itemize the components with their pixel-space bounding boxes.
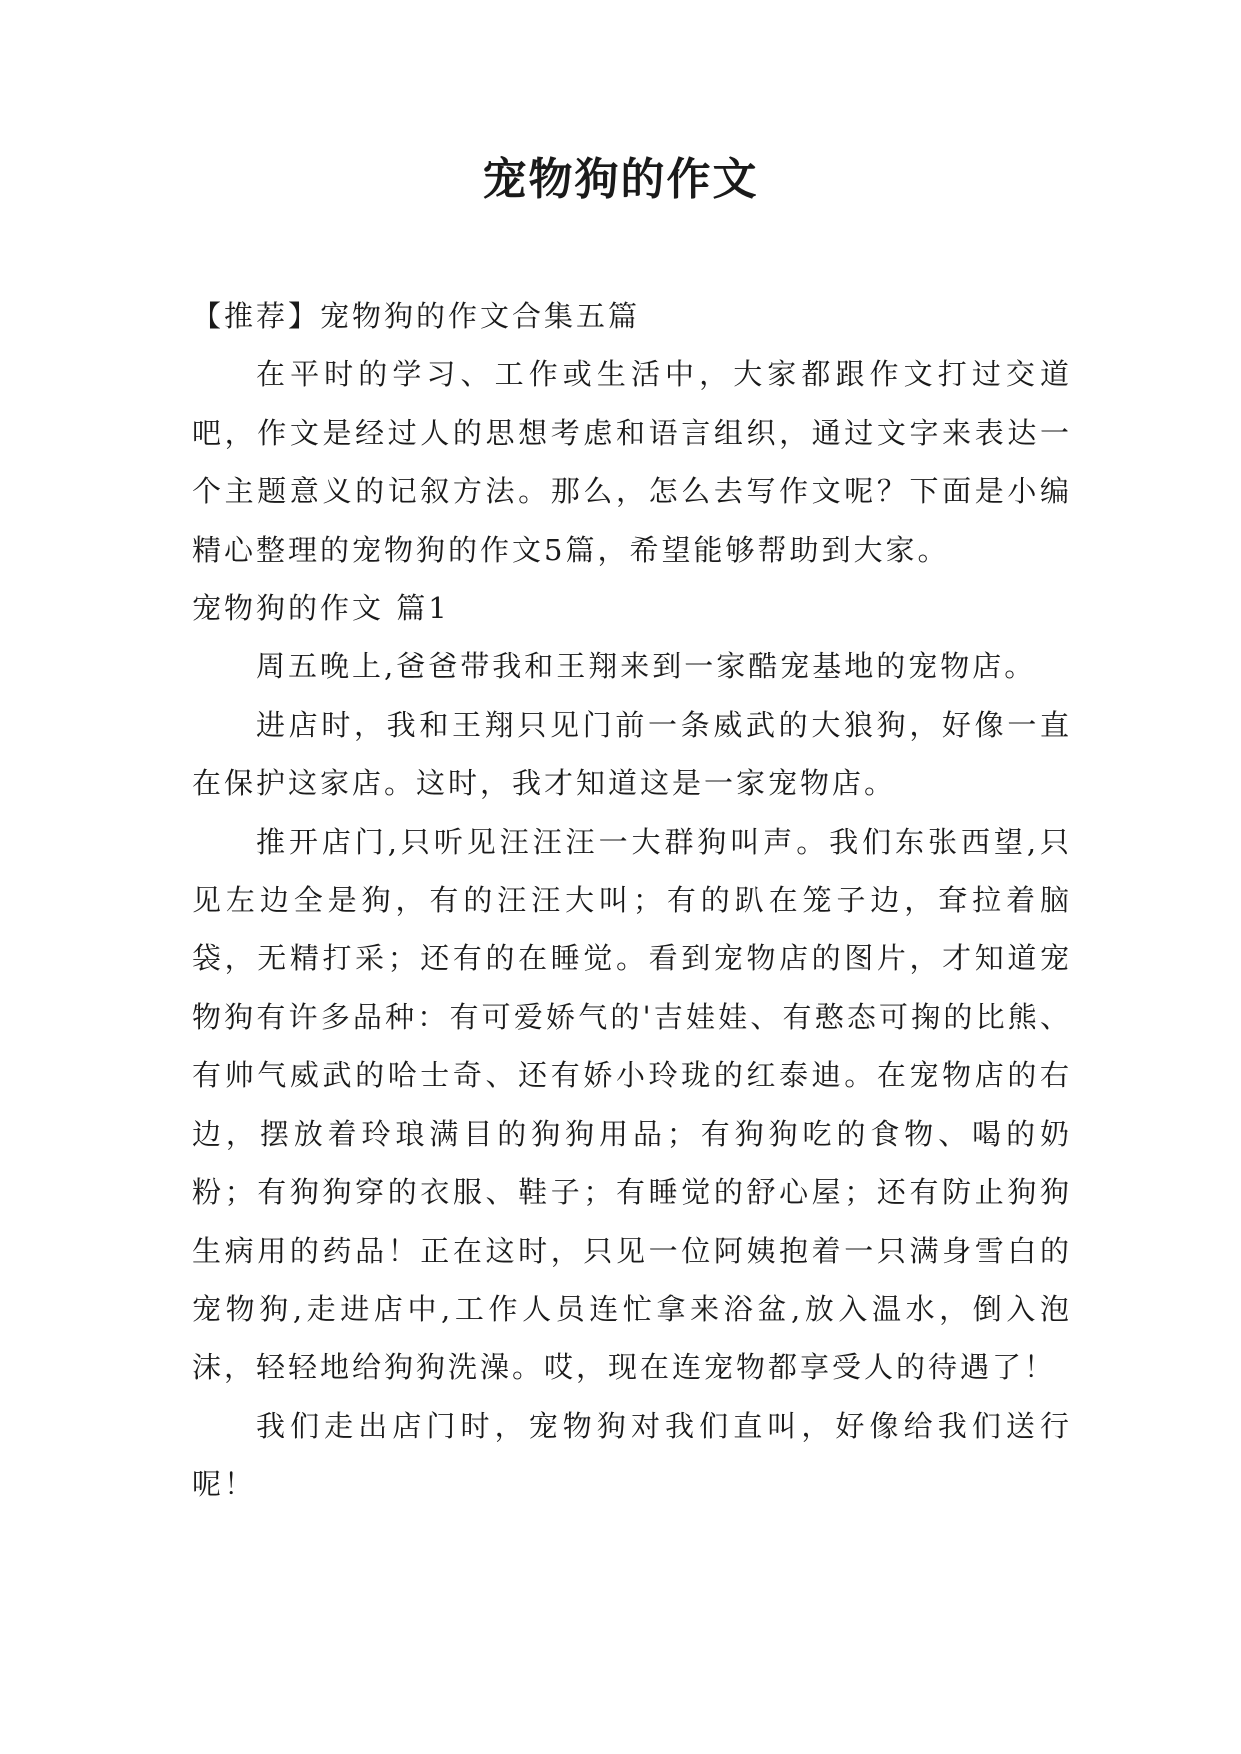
paragraph: 进店时，我和王翔只见门前一条威武的大狼狗，好像一直在保护这家店。这时，我才知道这是一家宠物店。 (192, 707, 1072, 801)
paragraph: 周五晚上,爸爸带我和王翔来到一家酷宠基地的宠物店。 (256, 649, 1037, 684)
document-body (192, 287, 1072, 1514)
intro-paragraph: 在平时的学习、工作或生活中，大家都跟作文打过交道吧，作文是经过人的思想考虑和语言组织，通过文字来表达一个主题意义的记叙方法。那么，怎么去写作文呢？下面是小编精心整理的宠物狗的作文5篇，希望能够帮助到大家。 (192, 357, 1072, 567)
intro-heading: 【推荐】宠物狗的作文合集五篇 (192, 299, 641, 333)
page-title: 宠物狗的作文 (482, 154, 759, 205)
section-heading: 宠物狗的作文 篇1 (192, 591, 450, 626)
paragraph: 推开店门,只听见汪汪汪一大群狗叫声。我们东张西望,只见左边全是狗，有的汪汪大叫；有的趴在笼子边，耷拉着脑袋，无精打采；还有的在睡觉。看到宠物店的图片，才知道宠物狗有许多品种：有可爱娇气的'吉娃娃、有憨态可掬的比熊、有帅气威武的哈士奇、还有娇小玲珑的红泰迪。在宠物店的右边，摆放着玲琅满目的狗狗用品；有狗狗吃的食物、喝的奶粉；有狗狗穿的衣服、鞋子；有睡觉的舒心屋；还有防止狗狗生病用的药品！正在这时，只见一位阿姨抱着一只满身雪白的宠物狗,走进店中,工作人员连忙拿来浴盆,放入温水，倒入泡沫，轻轻地给狗狗洗澡。哎，现在连宠物都享受人的待遇了！ (192, 824, 1072, 1385)
paragraph: 我们走出店门时，宠物狗对我们直叫，好像给我们送行呢！ (192, 1408, 1072, 1502)
